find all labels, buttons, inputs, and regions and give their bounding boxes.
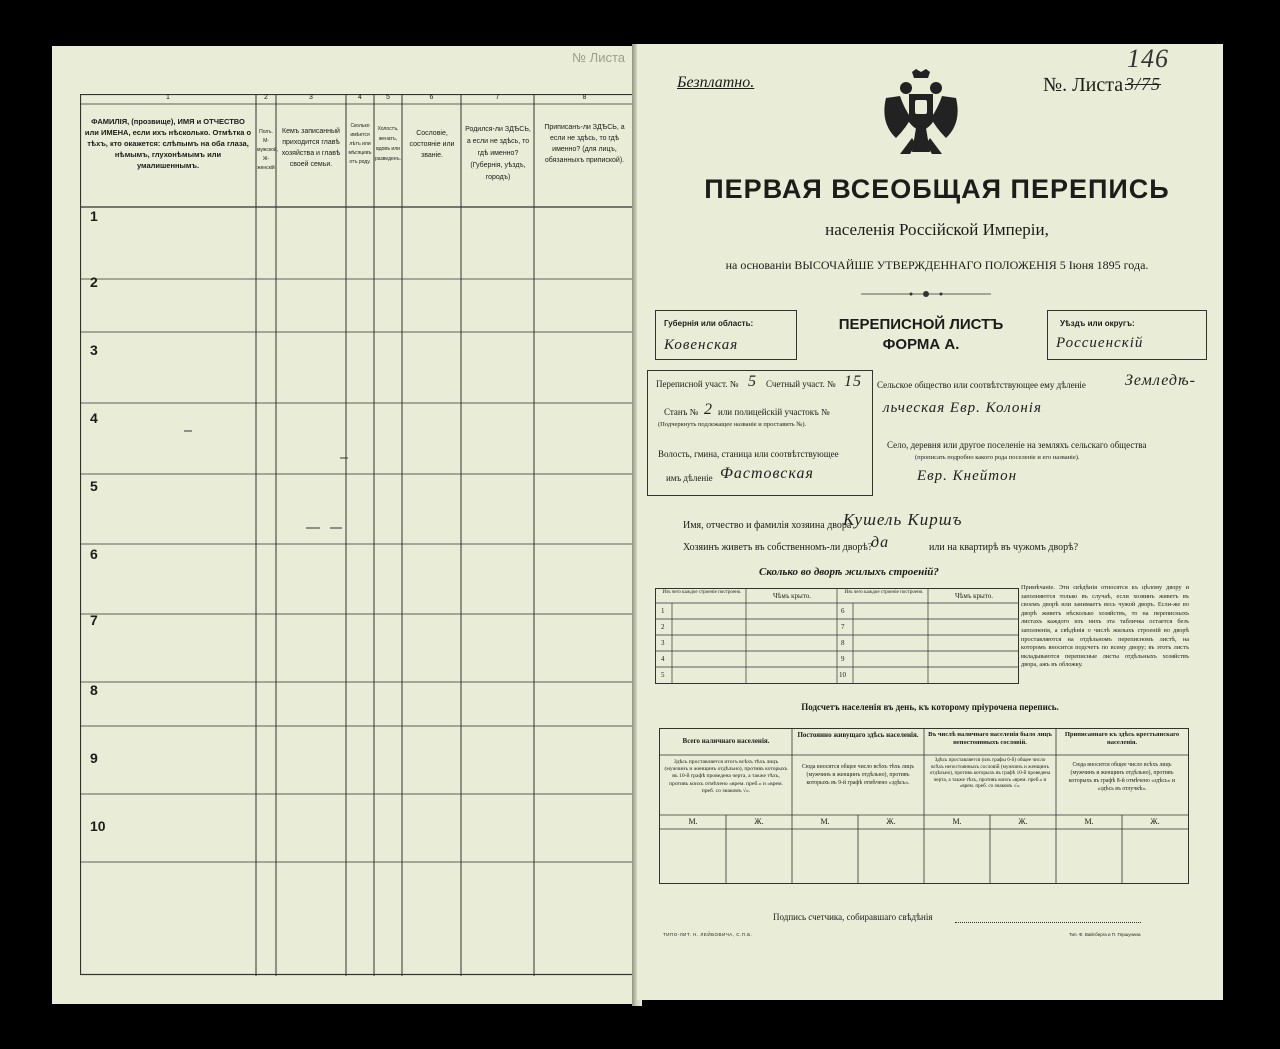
selo-label: Село, деревня или другое поселеніе на земляхъ сельскаго общества <box>887 440 1147 450</box>
printer-left: ТИПО-ЛИТ. Н. ЛЕЙБОВИЧА, С.П.Б. <box>663 932 753 937</box>
header-marital: Холостъ, женатъ, вдовъ или разведенъ. <box>375 126 402 162</box>
mf-label: М. <box>1084 817 1094 826</box>
count-table <box>659 728 1189 884</box>
col-number: 7 <box>495 94 500 101</box>
volost-label-2: имъ дѣленіе <box>666 473 713 483</box>
owner-label: Имя, отчество и фамилія хозяина двора <box>683 520 852 531</box>
count-desc: Здѣсь проставляется итогъ всѣхъ тѣхъ лицъ (мужчинъ и женщинъ отдѣльно), противъ которыхъ въ 10-й графѣ проведена черта, а также тѣхъ, противъ коихъ отмѣчено «врем. преб.» и «врем. преб. со знакомъ √». <box>664 759 788 794</box>
obshchestvo-value-2[interactable]: льческая Евр. Колонія <box>883 400 1042 416</box>
mf-label: М. <box>952 817 962 826</box>
sheet-number-label: №. Листа <box>1043 74 1124 96</box>
bld-row-number: 9 <box>841 655 845 663</box>
ornament-divider-icon <box>861 288 991 300</box>
buildings-question: Сколько во дворѣ жилыхъ строеній? <box>759 566 939 578</box>
count-desc: Сюда вносится общее число всѣхъ тѣхъ лицъ (мужчинъ и женщинъ отдѣльно), противъ которыхъ въ 9-й графѣ отмѣчено «здѣсь». <box>802 764 914 786</box>
mf-label: Ж. <box>886 817 896 826</box>
left-census-table <box>80 94 635 976</box>
count-desc: Сюда вносится общее число всѣхъ лицъ (мужчинъ и женщинъ отдѣльно), противъ которыхъ въ графѣ 8-й отмѣчено «здѣсь» и «здѣсь въ отлучкѣ». <box>1068 762 1176 792</box>
bld-row-number: 5 <box>661 671 665 679</box>
count-header: Въ числѣ наличнаго населенія было лицъ непостоянныхъ сословій. <box>928 731 1052 746</box>
bld-header-roof: Чѣмъ крыто. <box>955 592 993 600</box>
row-number: 6 <box>90 546 98 562</box>
selo-note: (прописать подробно какого рода поселеніе и его названіе). <box>915 454 1080 461</box>
mf-label: М. <box>688 817 698 826</box>
uezd-box <box>1047 310 1207 360</box>
obshchestvo-value-1[interactable]: Земледѣ- <box>1125 372 1197 389</box>
selo-value[interactable]: Евр. Кнейтон <box>917 468 1018 484</box>
stan-label: Станъ № <box>664 407 699 417</box>
row-number: 5 <box>90 478 98 494</box>
col-number: 1 <box>166 94 170 101</box>
form-title: ПЕРЕПИСНОЙ ЛИСТЪ <box>838 316 1004 333</box>
col-number: 8 <box>582 94 587 101</box>
basis-line: на основаніи ВЫСОЧАЙШЕ УТВЕРЖДЕННАГО ПОЛОЖЕНІЯ 5 Іюня 1895 года. <box>725 258 1149 272</box>
bld-row-number: 6 <box>841 607 845 615</box>
row-number: 3 <box>90 342 98 358</box>
row-number: 4 <box>90 410 98 426</box>
left-page <box>52 46 635 1004</box>
bld-header-roof: Чѣмъ крыто. <box>773 592 811 600</box>
signature-label: Подпись счетчика, собиравшаго свѣдѣнія <box>773 912 933 922</box>
stan-note: (Подчеркнуть подлежащее названіе и проставить №). <box>658 421 807 428</box>
bld-row-number: 3 <box>661 639 665 647</box>
header-name: ФАМИЛІЯ, (прозвище), ИМЯ и ОТЧЕСТВО или ИМЕНА, если ихъ нѣсколько. Отмѣтка о тѣхъ, кто окажется: слѣпымъ на оба глаза, нѣмымъ, глухонѣмымъ или умалишеннымъ. <box>84 117 252 170</box>
free-label: Безплатно. <box>677 74 755 91</box>
header-registered: Приписанъ-ли ЗДѢСЬ, а если не здѣсь, то гдѣ именно? (для лицъ, обязанныхъ припиской). <box>544 124 625 164</box>
signature-line[interactable] <box>955 922 1141 923</box>
count-header: Приписаннаго къ здѣсь крестьянскаго населенія. <box>1064 731 1180 746</box>
row-number: 7 <box>90 612 98 628</box>
col-number: 2 <box>264 94 268 101</box>
buildings-note: Примѣчаніе. Эти свѣдѣнія относятся къ цѣлому двору и заполняются только въ случаѣ, если хозяинъ живетъ въ своемъ дворѣ или занимаетъ весь чужой дворъ. Если-же во дворѣ живетъ нѣсколько хозяйствъ, то на переписныхъ листахъ каждого изъ нихъ эта табличка остается безъ заполненія, а свѣдѣнія о числѣ жилыхъ строеній во дворѣ проставляются на отдѣльномъ переписномъ листѣ, на которомъ вносится подсчетъ по всему двору; въ этотъ листъ вкладываются переписные листы отдѣльныхъ хозяйствъ двора, ажъ въ обложку. <box>1021 584 1189 669</box>
gubernia-box <box>655 310 797 360</box>
count-desc: Здѣсь проставляется (изъ графы 6-й) общее число всѣхъ непостоянныхъ сословій (мужчинъ и женщинъ отдѣльно), противъ которыхъ въ графѣ 10-й проведена черта, а также тѣхъ, противъ коихъ «врем. преб.» и «врем. преб. со знакомъ √». <box>929 757 1051 790</box>
col-number: 6 <box>429 94 434 101</box>
row-number: 10 <box>90 818 106 834</box>
col-number: 5 <box>386 94 390 101</box>
mf-label: Ж. <box>1150 817 1160 826</box>
uezd-label: Уѣздъ или округъ: <box>1060 319 1135 328</box>
uchastok-label: Переписной участ. № <box>656 379 739 389</box>
count-title: Подсчетъ населенія въ день, къ которому пріурочена перепись. <box>801 702 1059 712</box>
sheet-number-value: 3/75 <box>1125 74 1162 94</box>
bld-row-number: 7 <box>841 623 845 631</box>
buildings-table <box>655 588 1019 684</box>
col-number: 4 <box>358 94 362 101</box>
schetny-value[interactable]: 15 <box>844 373 862 390</box>
lives-rest: или на квартирѣ въ чужомъ дворѣ? <box>929 542 1079 553</box>
bld-row-number: 2 <box>661 623 665 631</box>
page-subtitle: населенія Россійской Имперіи, <box>825 220 1049 239</box>
row-number: 9 <box>90 750 98 766</box>
lives-value[interactable]: да <box>871 534 890 551</box>
district-box <box>647 370 873 496</box>
mf-label: М. <box>820 817 830 826</box>
volost-value[interactable]: Фастовская <box>720 465 814 482</box>
bld-row-number: 8 <box>841 639 845 647</box>
bld-row-number: 10 <box>839 671 846 679</box>
uchastok-value[interactable]: 5 <box>748 373 757 390</box>
header-relation: Кемъ записанный приходится главѣ хозяйства и главѣ своей семьи. <box>281 128 341 168</box>
row-number: 8 <box>90 682 98 698</box>
header-sex: Полъ. М-мужской, Ж-женскій <box>257 129 279 171</box>
faint-sheet-mark: № Листа <box>572 50 625 65</box>
row-number: 1 <box>90 208 98 224</box>
bld-row-number: 1 <box>661 607 665 615</box>
stan-rest: или полицейскій участокъ № <box>718 407 830 417</box>
gubernia-label: Губернія или область: <box>664 319 754 328</box>
lives-label: Хозяинъ живетъ въ собственномъ-ли дворѣ? <box>683 542 873 553</box>
row-number: 2 <box>90 274 98 290</box>
obshchestvo-label: Сельское общество или соотвѣтствующее ему дѣленіе <box>877 380 1086 390</box>
count-header: Всего наличнаго населенія. <box>682 737 770 745</box>
archive-number: 146 <box>1127 44 1169 73</box>
page-title: ПЕРВАЯ ВСЕОБЩАЯ ПЕРЕПИСЬ <box>704 174 1170 204</box>
eagle-emblem-icon <box>876 68 966 160</box>
col-number: 3 <box>309 94 313 101</box>
owner-value[interactable]: Кушель Киршъ <box>843 510 963 529</box>
count-header: Постоянно живущаго здѣсь населенія. <box>797 731 919 739</box>
bld-header-material: Изъ чего каждое строеніе построено. <box>662 590 742 595</box>
bld-row-number: 4 <box>661 655 665 663</box>
uezd-value[interactable]: Россиенскій <box>1056 335 1144 351</box>
header-estate: Сословіе, состояніе или званіе. <box>409 130 455 159</box>
schetny-label: Счетный участ. № <box>766 379 836 389</box>
header-age: Сколько имѣется лѣтъ или мѣсяцевъ отъ роду. <box>348 123 372 165</box>
mf-label: Ж. <box>754 817 764 826</box>
mf-label: Ж. <box>1018 817 1028 826</box>
bld-header-material: Изъ чего каждое строеніе построено. <box>844 590 924 595</box>
printer-right: Тип. Ф. Вайсберга и П. Гершунина <box>1069 932 1141 937</box>
form-subtitle: ФОРМА А. <box>882 336 960 353</box>
header-birthplace: Родился-ли ЗДѢСЬ, а если не здѣсь, то гдѣ именно? (Губернія, уѣздъ, городъ) <box>465 126 531 181</box>
volost-label: Волость, гмина, станица или соотвѣтствующее <box>658 449 839 459</box>
gubernia-value[interactable]: Ковенская <box>664 337 739 353</box>
right-page <box>637 44 1223 1000</box>
stan-value[interactable]: 2 <box>704 401 713 418</box>
